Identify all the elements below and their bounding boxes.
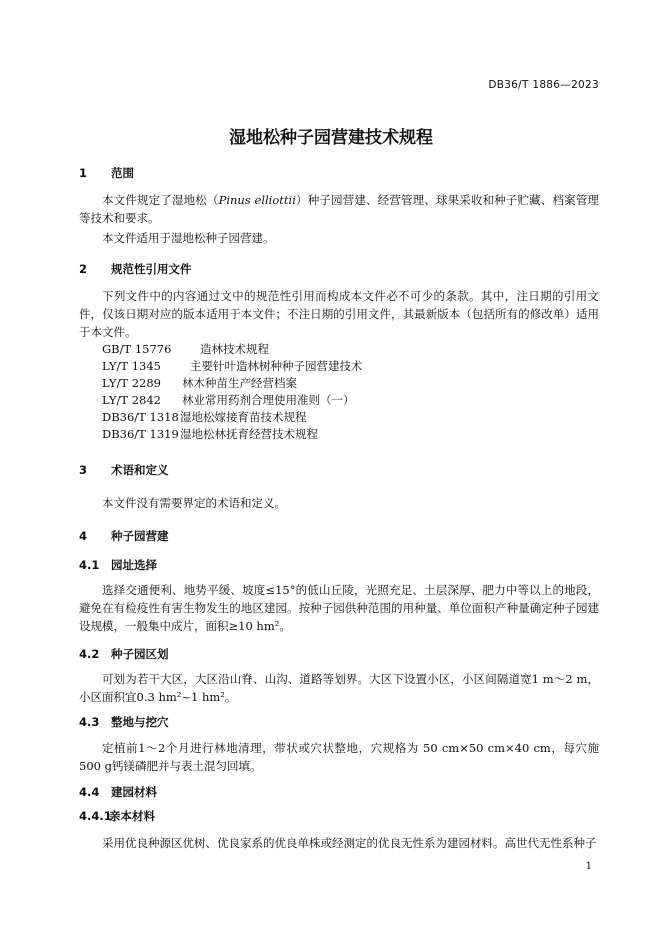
section-1-paragraph-2: 本文件适用于湿地松种子园营建。 bbox=[102, 231, 275, 245]
reference-code: DB36/T 1319 bbox=[102, 427, 179, 441]
section-4-2-heading bbox=[79, 646, 169, 662]
reference-name: 湿地松嫁接育苗技术规程 bbox=[180, 410, 307, 424]
section-title: 种子园营建 bbox=[111, 529, 169, 543]
section-4-1-heading bbox=[79, 557, 157, 573]
reference-code: GB/T 15776 bbox=[102, 342, 172, 356]
reference-name: 主要针叶造林树种种子园营建技术 bbox=[190, 359, 363, 373]
section-1-paragraph-1 bbox=[79, 191, 599, 227]
section-4-4-1-paragraph-1: 采用优良种源区优树、优良家系的优良单株或经测定的优良无性系为建园材料。高世代无性系种子 bbox=[102, 836, 597, 850]
reference-item bbox=[102, 375, 297, 391]
document-code: DB36/T 1886—2023 bbox=[488, 79, 599, 91]
section-title: 规范性引用文件 bbox=[111, 262, 192, 276]
section-4-heading bbox=[79, 528, 169, 544]
reference-code: LY/T 1345 bbox=[102, 359, 161, 373]
section-number: 3 bbox=[79, 463, 88, 477]
section-title: 种子园区划 bbox=[111, 647, 169, 661]
section-number: 4.2 bbox=[79, 647, 100, 661]
reference-code: LY/T 2842 bbox=[102, 393, 161, 407]
section-number: 2 bbox=[79, 262, 88, 276]
section-number: 4.3 bbox=[79, 715, 100, 729]
reference-name: 林业常用药剂合理使用准则（一） bbox=[182, 393, 355, 407]
section-title: 建园材料 bbox=[111, 785, 157, 799]
section-title: 范围 bbox=[111, 166, 134, 180]
reference-name: 造林技术规程 bbox=[200, 342, 269, 356]
section-title: 亲本材料 bbox=[109, 809, 155, 823]
reference-name: 林木种苗生产经营档案 bbox=[182, 376, 297, 390]
reference-item bbox=[102, 358, 363, 374]
section-number: 4 bbox=[79, 529, 88, 543]
reference-code: DB36/T 1318 bbox=[102, 410, 179, 424]
reference-item bbox=[102, 341, 269, 357]
latin-name: Pinus elliottii bbox=[218, 193, 296, 207]
section-number: 1 bbox=[79, 166, 88, 180]
section-number: 4.1 bbox=[79, 558, 100, 572]
reference-item bbox=[102, 426, 318, 442]
section-4-4-heading bbox=[79, 784, 157, 800]
section-number: 4.4.1 bbox=[79, 809, 112, 823]
text: 本文件规定了湿地松（ bbox=[102, 193, 219, 207]
reference-name: 湿地松林抚育经营技术规程 bbox=[180, 427, 318, 441]
section-4-2-paragraph-1: 可划为若干大区，大区沿山脊、山沟、道路等划界。大区下设置小区，小区间隔道宽1 m～2 m，小区面积宜0.3 hm²~1 hm²。 bbox=[79, 672, 599, 704]
section-title: 术语和定义 bbox=[111, 463, 169, 477]
section-3-heading bbox=[79, 462, 169, 478]
section-1-heading bbox=[79, 165, 134, 181]
section-4-1-paragraph-1: 选择交通便利、地势平缓、坡度≤15°的低山丘陵，光照充足、土层深厚、肥力中等以上的地段，避免在有检疫性有害生物发生的地区建园。按种子园供种范围的用种量、单位面积产种量确定种子园建设规模，一般集中成片，面积≥10 hm²。 bbox=[79, 583, 599, 633]
section-4-3-heading bbox=[79, 714, 169, 730]
page-number: 1 bbox=[585, 861, 592, 872]
section-2-paragraph-1: 下列文件中的内容通过文中的规范性引用而构成本文件必不可少的条款。其中，注日期的引用文件，仅该日期对应的版本适用于本文件；不注日期的引用文件，其最新版本（包括所有的修改单）适用于本文件。 bbox=[79, 289, 599, 339]
section-2-heading bbox=[79, 261, 192, 277]
section-title: 整地与挖穴 bbox=[111, 715, 169, 729]
reference-code: LY/T 2289 bbox=[102, 376, 161, 390]
section-number: 4.4 bbox=[79, 785, 100, 799]
reference-item bbox=[102, 409, 307, 425]
section-3-paragraph-1: 本文件没有需要界定的术语和定义。 bbox=[102, 496, 286, 510]
section-title: 园址选择 bbox=[111, 558, 157, 572]
reference-item bbox=[102, 392, 355, 408]
text: ）种子园营建、经营管理、球果采收和种子贮藏、档案管理等技术和要求。 bbox=[79, 193, 599, 225]
document-title: 湿地松种子园营建技术规程 bbox=[229, 128, 433, 148]
section-4-4-1-heading bbox=[79, 808, 155, 824]
section-4-3-paragraph-1: 定植前1～2个月进行林地清理，带状或穴状整地，穴规格为 50 cm×50 cm×40 cm，每穴施500 g钙镁磷肥并与表土混匀回填。 bbox=[79, 741, 599, 773]
